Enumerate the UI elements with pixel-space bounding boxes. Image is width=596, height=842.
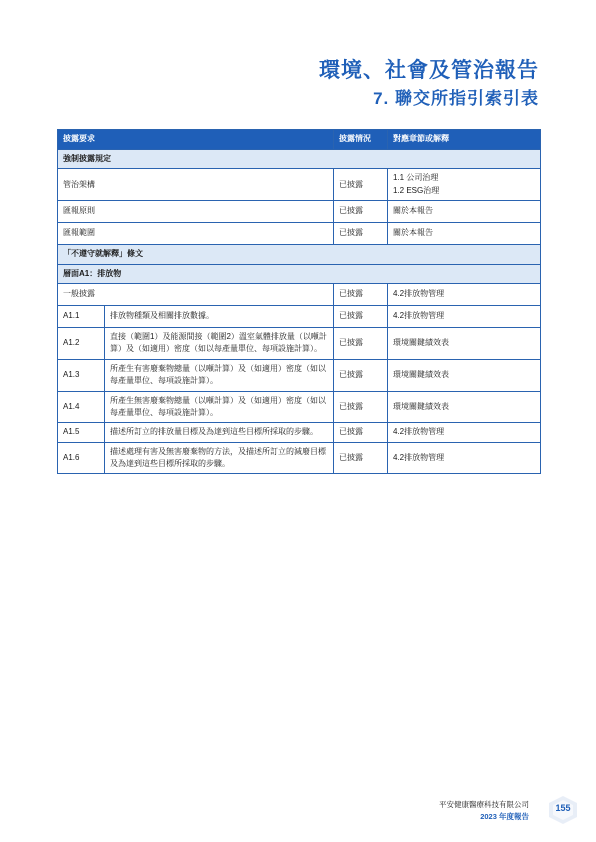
req-cell: 一般披露 [58,283,334,305]
kpi-desc: 直接（範圍1）及能源間接（範圍2）溫室氣體排放量（以噸計算）及（如適用）密度（如以每產量單位、每項設施計算）。 [105,327,334,359]
ref-line: 1.2 ESG治理 [393,185,440,195]
kpi-desc: 描述所訂立的排放量目標及為達到這些目標所採取的步驟。 [105,423,334,442]
kpi-desc: 所產生有害廢棄物總量（以噸計算）及（如適用）密度（如以每產量單位、每項設施計算）。 [105,359,334,391]
column-header: 披露要求 [58,130,334,150]
ref-cell: 4.2排放物管理 [388,442,541,474]
table-row [58,359,541,391]
ref-cell: 環境關鍵績效表 [388,359,541,391]
page-number: 155 [555,803,571,813]
ref-cell: 環境關鍵績效表 [388,327,541,359]
page-number-badge [548,795,578,825]
section-band [58,150,541,169]
table-row [58,283,541,305]
status-cell: 已披露 [334,201,388,223]
req-cell: 匯報範圍 [58,223,334,245]
table-row [58,223,541,245]
status-cell: 已披露 [334,442,388,474]
ref-line: 1.1 公司治理 [393,173,439,183]
status-cell: 已披露 [334,327,388,359]
hkex-index-table [57,129,541,474]
kpi-desc: 排放物種類及相關排放數據。 [105,305,334,327]
req-cell: 匯報原則 [58,201,334,223]
report-title: 環境、社會及管治報告 [319,59,539,82]
status-cell: 已披露 [334,423,388,442]
section-band [58,245,541,264]
column-header: 披露情況 [334,130,388,150]
req-cell: 管治架構 [58,169,334,201]
ref-cell: 4.2排放物管理 [388,305,541,327]
ref-cell: 環境關鍵績效表 [388,391,541,423]
section-label: 強制披露規定 [58,150,541,169]
table-row [58,305,541,327]
status-cell: 已披露 [334,359,388,391]
table-row [58,423,541,442]
section-label: 層面A1：排放物 [58,264,541,283]
kpi-code: A1.4 [58,391,105,423]
status-cell: 已披露 [334,283,388,305]
status-cell: 已披露 [334,305,388,327]
ref-cell: 4.2排放物管理 [388,423,541,442]
table-row [58,442,541,474]
kpi-code: A1.5 [58,423,105,442]
status-cell: 已披露 [334,169,388,201]
status-cell: 已披露 [334,223,388,245]
kpi-desc: 描述處理有害及無害廢棄物的方法，及描述所訂立的減廢目標及為達到這些目標所採取的步驟。 [105,442,334,474]
report-name: 2023 年度報告 [480,812,529,821]
table-row [58,327,541,359]
table-row [58,169,541,201]
kpi-code: A1.2 [58,327,105,359]
section-title: 7. 聯交所指引索引表 [373,89,539,108]
page-footer [439,799,529,823]
company-name: 平安健康醫療科技有限公司 [439,800,529,809]
ref-cell [388,169,541,201]
table-header-row [58,130,541,150]
kpi-desc: 所產生無害廢棄物總量（以噸計算）及（如適用）密度（如以每產量單位、每項設施計算）。 [105,391,334,423]
ref-cell: 關於本報告 [388,223,541,245]
table-row [58,391,541,423]
kpi-code: A1.1 [58,305,105,327]
ref-cell: 關於本報告 [388,201,541,223]
kpi-code: A1.6 [58,442,105,474]
table-row [58,201,541,223]
status-cell: 已披露 [334,391,388,423]
kpi-code: A1.3 [58,359,105,391]
ref-cell: 4.2排放物管理 [388,283,541,305]
section-label: 「不遵守就解釋」條文 [58,245,541,264]
section-band [58,264,541,283]
column-header: 對應章節或解釋 [388,130,541,150]
